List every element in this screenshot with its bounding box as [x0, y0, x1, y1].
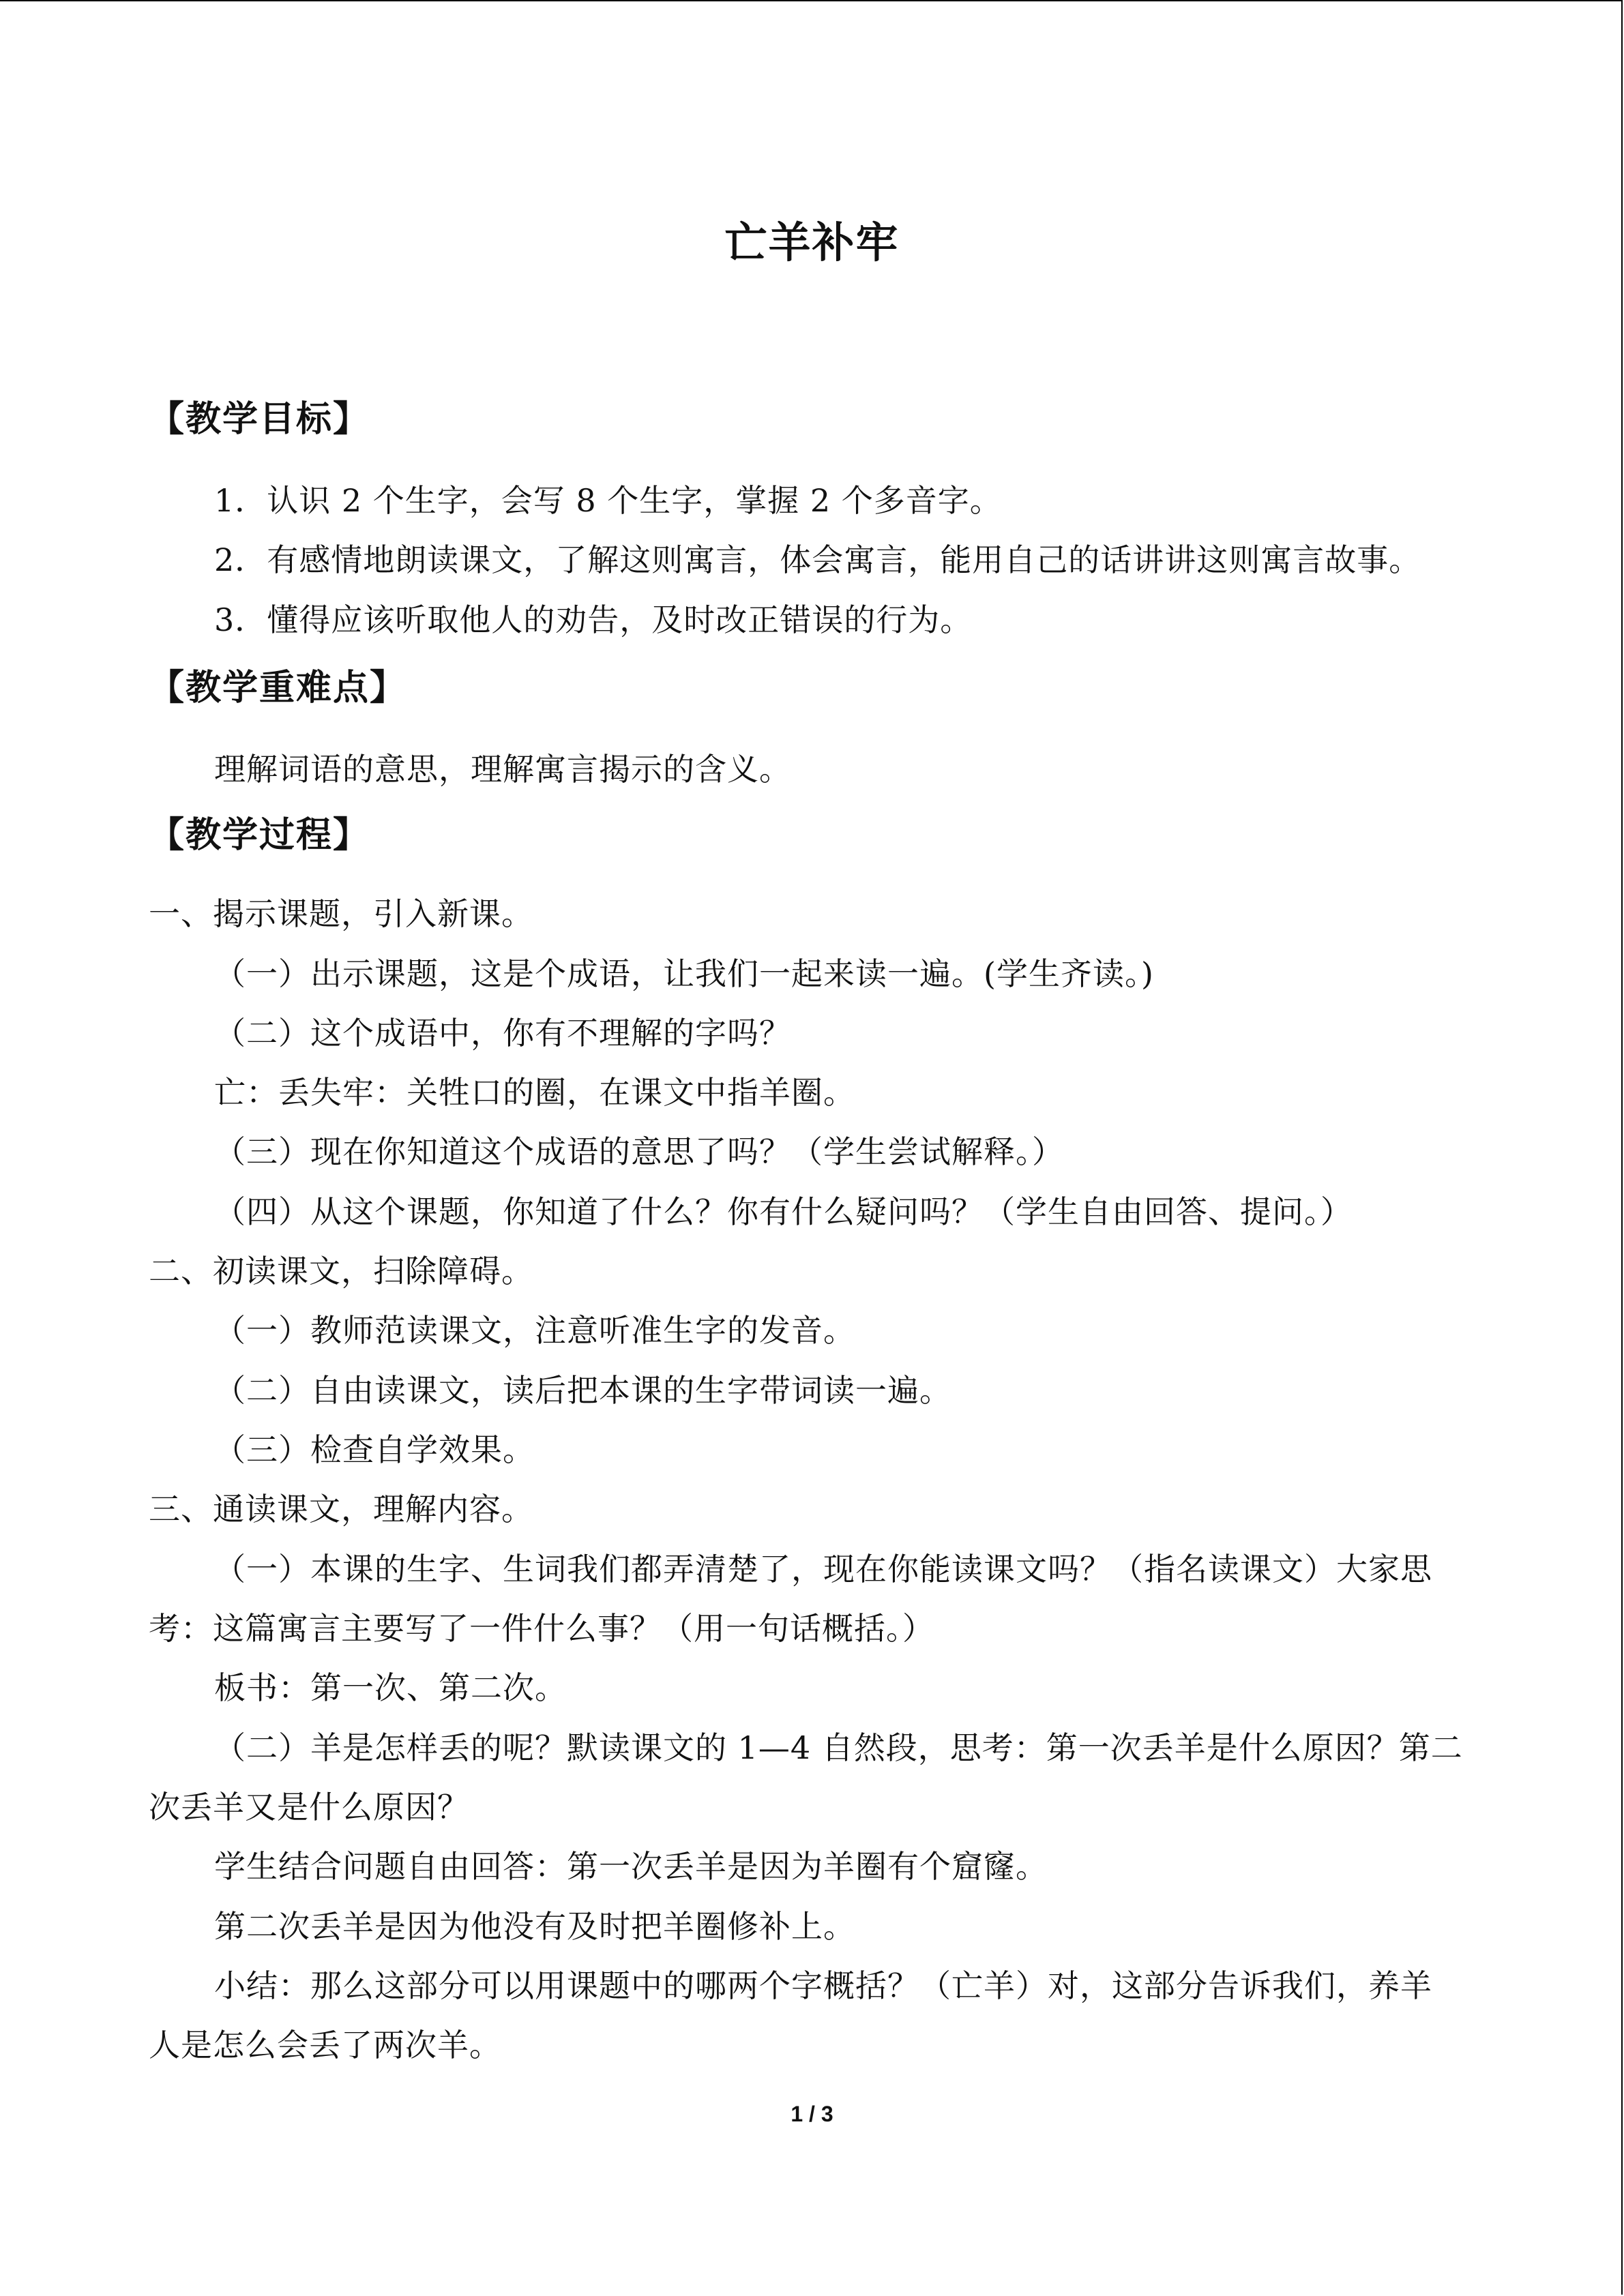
- process-line: （二）羊是怎样丢的呢？默读课文的 1—4 自然段，思考：第一次丢羊是什么原因？第二: [214, 1729, 1463, 1766]
- process-line: 三、通读课文，理解内容。: [149, 1491, 533, 1527]
- key-points-text: 理解词语的意思，理解寓言揭示的含义。: [214, 751, 791, 788]
- process-line: 板书：第一次、第二次。: [214, 1669, 567, 1706]
- process-line: 考：这篇寓言主要写了一件什么事？（用一句话概括。）: [149, 1610, 934, 1647]
- process-line: 一、揭示课题，引入新课。: [149, 895, 533, 932]
- objective-item: 1．认识 2 个生字，会写 8 个生字，掌握 2 个多音字。: [214, 482, 1002, 519]
- page-number: 1 / 3: [791, 2102, 833, 2126]
- process-line: 次丢羊又是什么原因？: [149, 1789, 469, 1825]
- process-line: 亡：丢失牢：关牲口的圈，在课文中指羊圈。: [214, 1074, 855, 1111]
- process-line: （三）现在你知道这个成语的意思了吗？（学生尝试解释。）: [214, 1133, 1064, 1170]
- objective-item: 3．懂得应该听取他人的劝告，及时改正错误的行为。: [214, 601, 973, 638]
- process-line: （二）自由读课文，读后把本课的生字带词读一遍。: [214, 1372, 951, 1409]
- objective-item: 2．有感情地朗读课文，了解这则寓言，体会寓言，能用自己的话讲讲这则寓言故事。: [214, 541, 1421, 578]
- process-line: （一）教师范读课文，注意听准生字的发音。: [214, 1312, 855, 1349]
- objectives-heading: 【教学目标】: [149, 398, 370, 440]
- process-heading: 【教学过程】: [149, 814, 370, 856]
- process-line: （二）这个成语中，你有不理解的字吗？: [214, 1015, 791, 1052]
- document-title: 亡羊补牢: [724, 218, 900, 267]
- process-line: （三）检查自学效果。: [214, 1431, 535, 1468]
- process-line: 二、初读课文，扫除障碍。: [149, 1253, 533, 1289]
- process-line: （一）本课的生字、生词我们都弄清楚了，现在你能读课文吗？（指名读课文）大家思: [214, 1551, 1432, 1587]
- process-line: 小结：那么这部分可以用课题中的哪两个字概括？（亡羊）对，这部分告诉我们，养羊: [214, 1967, 1432, 2004]
- process-line: 人是怎么会丢了两次羊。: [149, 2027, 501, 2063]
- process-line: （一）出示课题，这是个成语，让我们一起来读一遍。(学生齐读。): [214, 955, 1154, 992]
- process-line: 学生结合问题自由回答：第一次丢羊是因为羊圈有个窟窿。: [214, 1848, 1048, 1885]
- key-points-heading: 【教学重难点】: [149, 667, 407, 709]
- process-line: 第二次丢羊是因为他没有及时把羊圈修补上。: [214, 1908, 855, 1945]
- process-line: （四）从这个课题，你知道了什么？你有什么疑问吗？（学生自由回答、提问。）: [214, 1193, 1353, 1230]
